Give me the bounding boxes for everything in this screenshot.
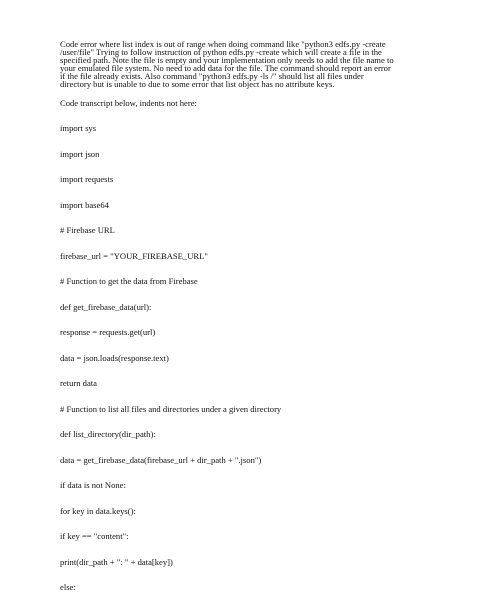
intro-line: if the file already exists. Also command "python3 edfs.py -ls /" should list all files under: [60, 71, 364, 82]
intro-line: directory but is unable to due to some error that list object has no attribute keys.: [60, 79, 335, 90]
code-line: if data is not None:: [60, 480, 126, 491]
code-line: # Firebase URL: [60, 225, 115, 236]
code-line: data = get_firebase_data(firebase_url + dir_path + ".json"): [60, 454, 262, 465]
code-line: def list_directory(dir_path):: [60, 429, 156, 440]
code-line: # Function to get the data from Firebase: [60, 276, 198, 287]
code-line: firebase_url = "YOUR_FIREBASE_URL": [60, 250, 208, 261]
code-line: else:: [60, 582, 76, 592]
intro-line: /user/file" Trying to follow instruction of python edfs.py -create which will create a file in the: [60, 47, 382, 58]
code-line: data = json.loads(response.text): [60, 352, 169, 363]
code-line: return data: [60, 378, 97, 389]
code-line: import base64: [60, 199, 109, 210]
problem-description: [60, 40, 442, 89]
intro-line: your emulated file system. No need to add data for the file. The command should report an error: [60, 63, 391, 74]
code-line: import requests: [60, 174, 114, 185]
code-line: print(dir_path + ": " + data[key]): [60, 556, 173, 567]
intro-line: Code error where list index is out of range when doing command like "python3 edfs.py -create: [60, 39, 386, 49]
code-line: import json: [60, 148, 100, 159]
code-line: for key in data.keys():: [60, 505, 136, 516]
transcript-heading: Code transcript below, indents not here:: [60, 97, 197, 108]
code-line: import sys: [60, 123, 97, 134]
code-line: if key == "content":: [60, 531, 129, 542]
code-line: # Function to list all files and directories under a given directory: [60, 403, 282, 414]
document-body: [60, 40, 442, 592]
code-line: def get_firebase_data(url):: [60, 301, 152, 312]
intro-line: specified path. Note the file is empty and your implementation only needs to add the file name to: [60, 55, 394, 66]
code-line: response = requests.get(url): [60, 327, 156, 338]
